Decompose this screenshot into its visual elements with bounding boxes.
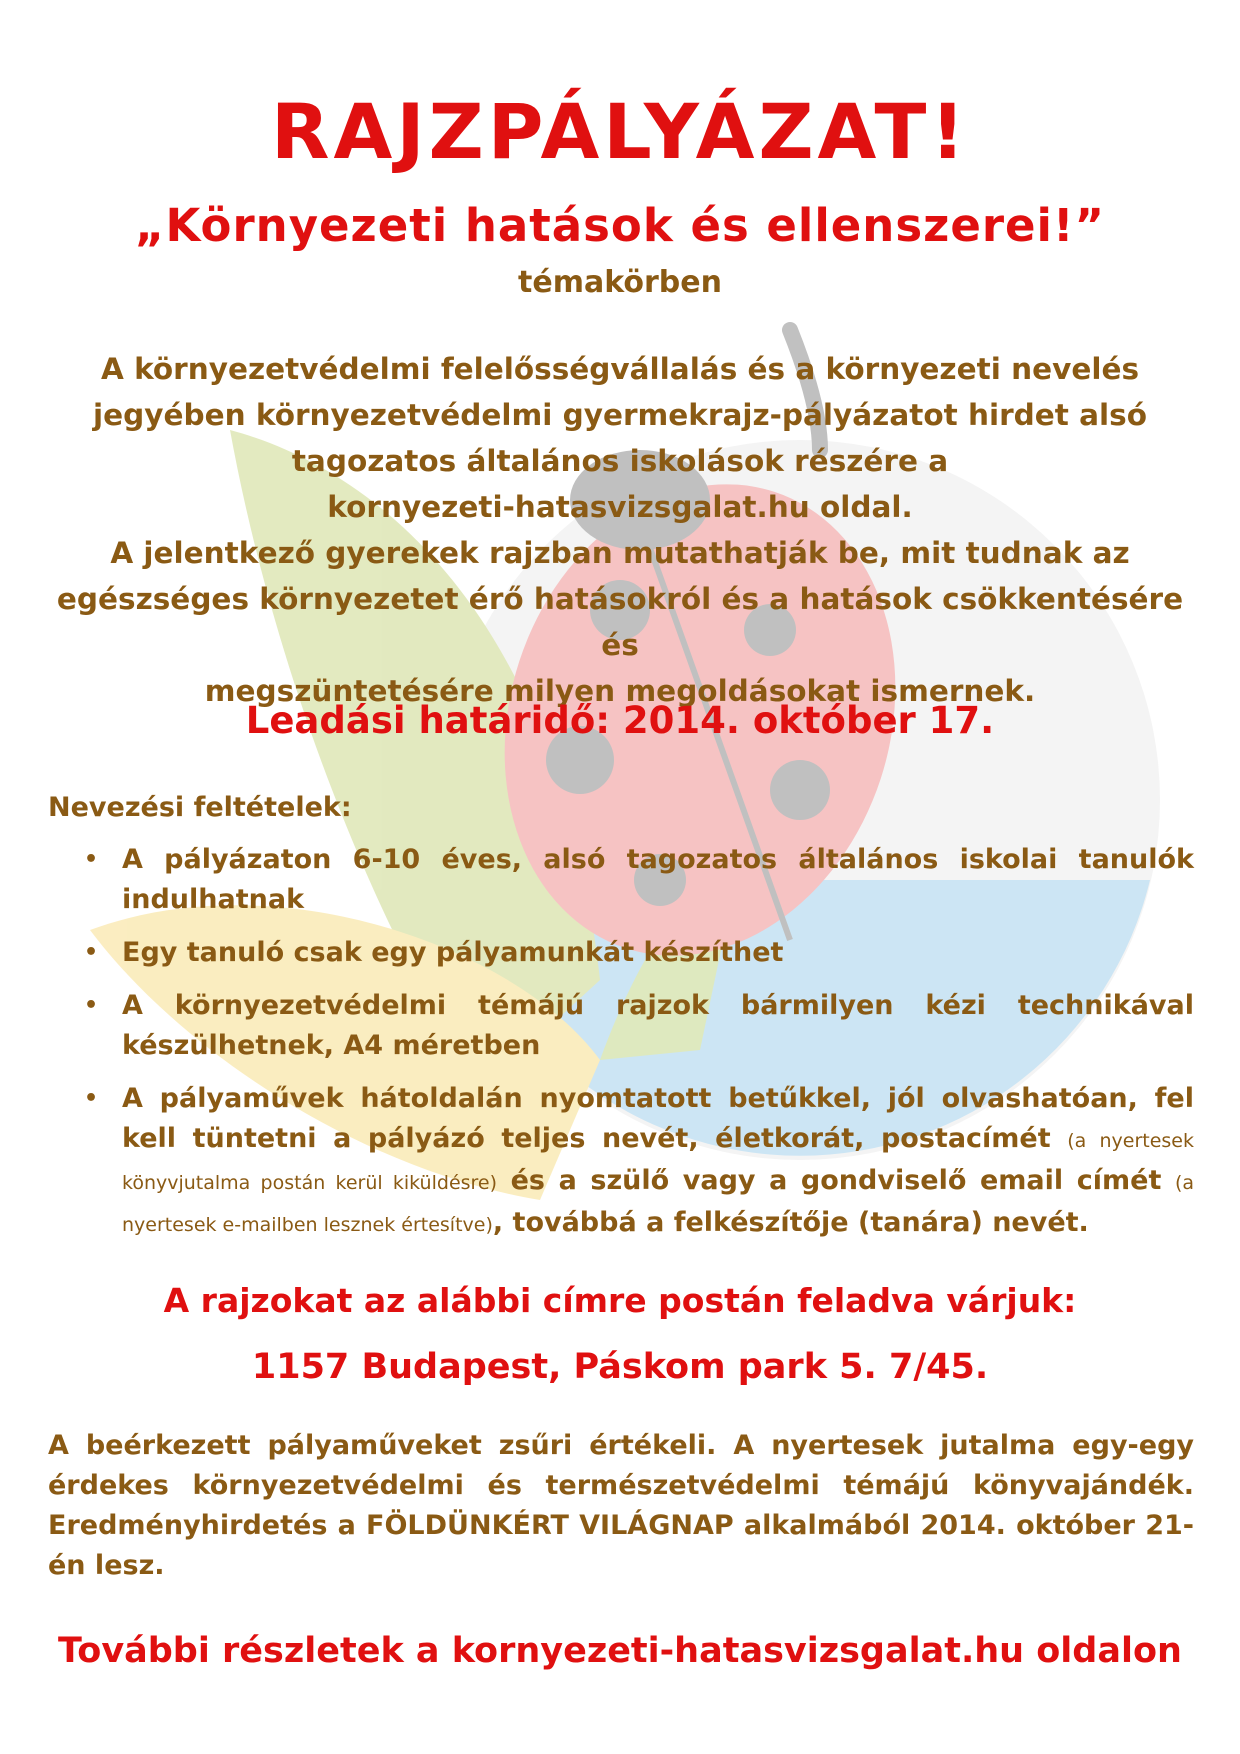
closing-paragraph: A beérkezett pályaműveket zsűri értékeli. A nyertesek jutalma egy-egy érdekes környezetvédelmi és természetvédelmi témájú könyvajándék. Eredményhirdetés a FÖLDÜNKÉRT VILÁGNAP alkalmából 2014. október 21-én lesz. [48, 1430, 1194, 1581]
conditions-list [48, 840, 1194, 1258]
list-item: • Egy tanuló csak egy pályamunkát készíthet [48, 933, 1194, 973]
page-title: RAJZPÁLYÁZAT! [271, 87, 969, 176]
note-text: (a nyertesek e-mailben lesznek értesítve) [122, 1172, 1195, 1236]
note-text: (a nyertesek könyvjutalma postán kerül kiküldésre) [122, 1130, 1194, 1194]
intro-paragraph [48, 346, 1192, 714]
list-item: • A pályázaton 6-10 éves, alsó tagozatos általános iskolai tanulók indulhatnak [48, 840, 1194, 920]
intro-line: megszüntetésére milyen megoldásokat ismernek. [204, 674, 1036, 708]
bullet-icon: • [84, 847, 99, 872]
list-item: • A környezetvédelmi témájú rajzok bármilyen kézi technikával készülhetnek, A4 méretben [48, 986, 1194, 1066]
footer-note: További részletek a kornyezeti-hatasvizsgalat.hu oldalon [58, 1631, 1182, 1671]
intro-line: kornyezeti-hatasvizsgalat.hu oldal. [327, 490, 913, 524]
bullet-icon: • [84, 993, 99, 1018]
intro-line: tagozatos általános iskolások részére a [291, 444, 949, 478]
bullet-icon: • [84, 1086, 99, 1111]
deadline: Leadási határidő: 2014. október 17. [245, 699, 995, 742]
topic-label: témakörben [518, 265, 722, 300]
intro-line: egészséges környezetet érő hatásokról és a hatások csökkentésére és [56, 582, 1184, 662]
conditions-heading: Nevezési feltételek: [48, 792, 352, 823]
postal-address: 1157 Budapest, Páskom park 5. 7/45. [251, 1347, 989, 1387]
intro-line: jegyében környezetvédelmi gyermekrajz-pályázatot hirdet alsó [93, 398, 1147, 432]
list-item: • A pályaművek hátoldalán nyomtatott betűkkel, jól olvashatóan, fel kell tüntetni a pályázó teljes nevét, életkorát, postacímét (a nyertesek könyvjutalma postán kerül kiküldésre) és a szülő vagy a gondviselő email címét (a nyertesek e-mailben lesznek értesítve), továbbá a felkészítője (tanára) nevét. [48, 1079, 1194, 1245]
intro-line: A környezetvédelmi felelősségvállalás és a környezeti nevelés [100, 352, 1140, 386]
address-intro: A rajzokat az alábbi címre postán feladva várjuk: [163, 1281, 1077, 1320]
page-subtitle: „Környezeti hatások és ellenszerei!” [134, 199, 1106, 252]
intro-line: A jelentkező gyerekek rajzban mutathatják be, mit tudnak az [110, 536, 1130, 570]
bullet-icon: • [84, 940, 99, 965]
